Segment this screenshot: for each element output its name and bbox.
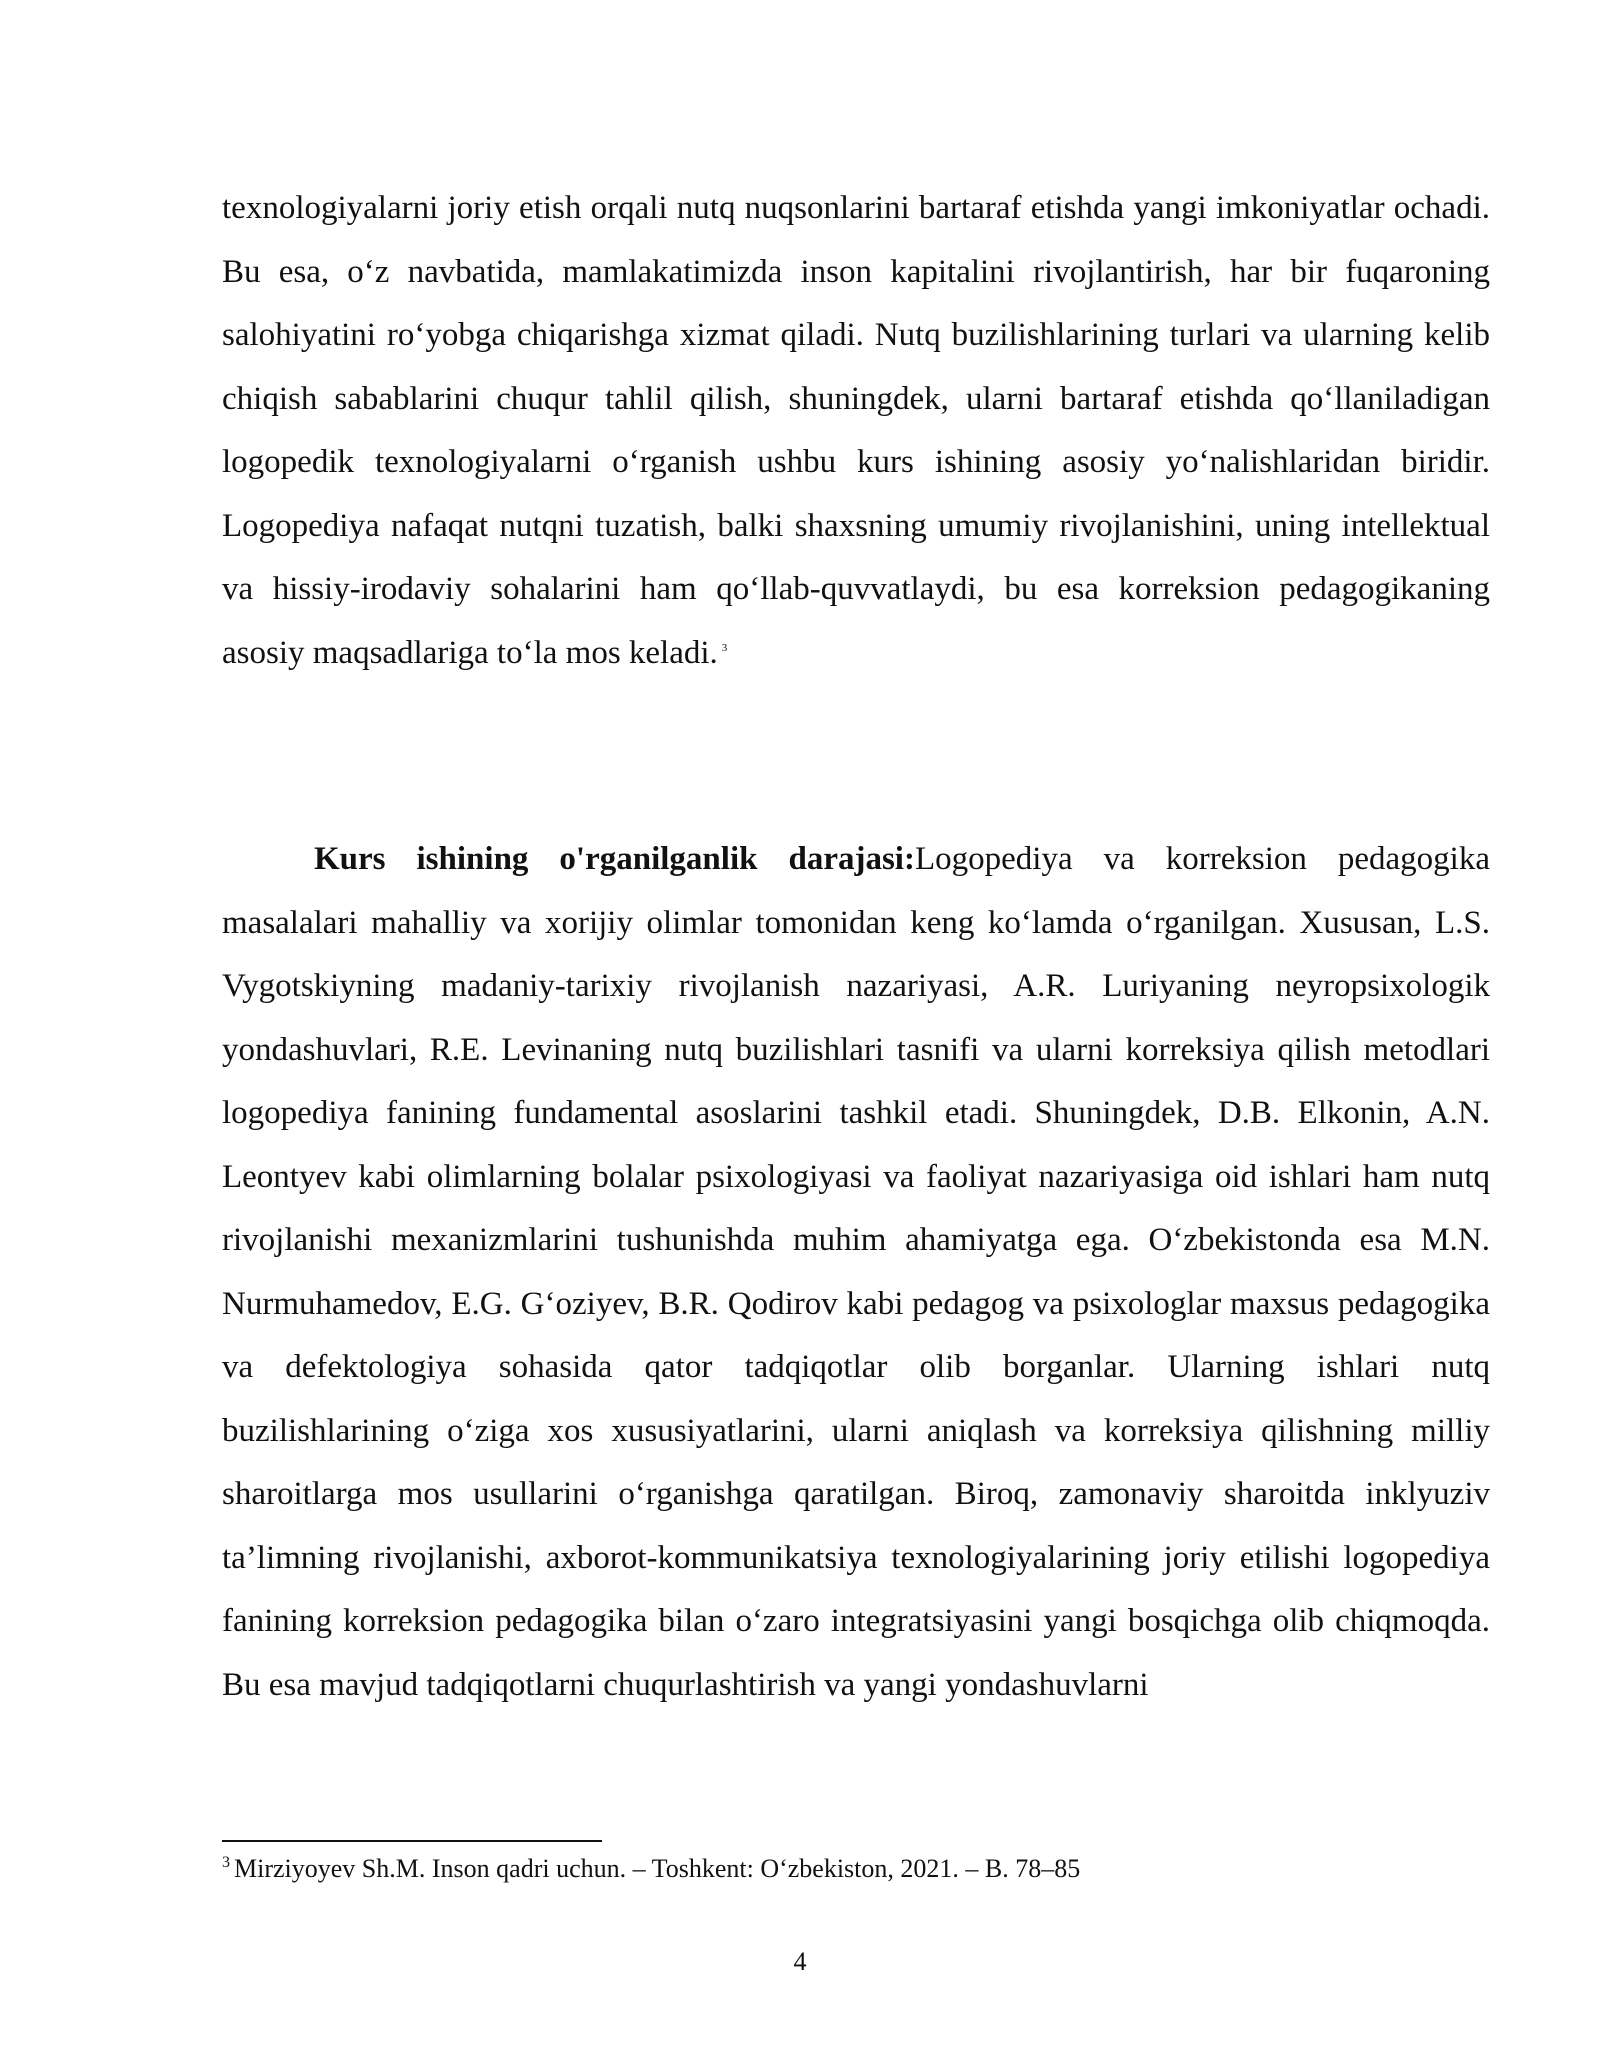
body-paragraph-2 [222, 828, 1490, 1717]
footnote-separator [222, 1840, 602, 1842]
page-number: 4 [793, 1947, 807, 1976]
paragraph-1-text: texnologiyalarni joriy etish orqali nutq nuqsonlarini bartaraf etishda yangi imkoniyatlar ochadi. Bu esa, o‘z navbatida, mamlakatimizda inson kapitalini rivojlantirish, har bir fuqaroning salohiyatini ro‘yobga chiqarishga xizmat qiladi. Nutq buzilishlarining turlari va ularning kelib chiqish sabablarini chuqur tahlil qilish, shuningdek, ularni bartaraf etishda qo‘llaniladigan logopedik texnologiyalarni o‘rganish ushbu kurs ishining asosiy yo‘nalishlaridan biridir. Logopediya nafaqat nutqni tuzatish, balki shaxsning umumiy rivojlanishini, uning intellektual va hissiy-irodaviy sohalarini ham qo‘llab-quvvatlaydi, bu esa korreksion pedagogikaning asosiy maqsadlariga to‘la mos keladi. [222, 190, 1490, 671]
paragraph-2-text: Logopediya va korreksion pedagogika masalalari mahalliy va xorijiy olimlar tomonidan keng ko‘lamda o‘rganilgan. Xususan, L.S. Vygotskiyning madaniy-tarixiy rivojlanish nazariyasi, A.R. Luriyaning neyropsixologik yondashuvlari, R.E. Levinaning nutq buzilishlari tasnifi va ularni korreksiya qilish metodlari logopediya fanining fundamental asoslarini tashkil etadi. Shuningdek, D.B. Elkonin, A.N. Leontyev kabi olimlarning bolalar psixologiyasi va faoliyat nazariyasiga oid ishlari ham nutq rivojlanishi mexanizmlarini tushunishda muhim ahamiyatga ega. O‘zbekistonda esa M.N. Nurmuhamedov, E.G. G‘oziyev, B.R. Qodirov kabi pedagog va psixologlar maxsus pedagogika va defektologiya sohasida qator tadqiqotlar olib borganlar. Ularning ishlari nutq buzilishlarining o‘ziga xos xususiyatlarini, ularni aniqlash va korreksiya qilishning milliy sharoitlarga mos usullarini o‘rganishga qaratilgan. Biroq, zamonaviy sharoitda inklyuziv ta’limning rivojlanishi, axborot-kommunikatsiya texnologiyalarining joriy etilishi logopediya fanining korreksion pedagogika bilan o‘zaro integratsiyasini yangi bosqichga olib chiqmoqda. Bu esa mavjud tadqiqotlarni chuqurlashtirish va yangi yondashuvlarni [222, 841, 1490, 1703]
section-heading: Kurs ishining o'rganilganlik darajasi: [314, 841, 915, 877]
footnote-reference[interactable]: 3 [721, 641, 728, 654]
footnote-number: 3 [222, 1854, 230, 1872]
body-paragraph-1 [222, 177, 1490, 685]
footnote [222, 1851, 1490, 1887]
footnote-text: Mirziyoyev Sh.M. Inson qadri uchun. – Toshkent: O‘zbekiston, 2021. – B. 78–85 [234, 1854, 1081, 1883]
